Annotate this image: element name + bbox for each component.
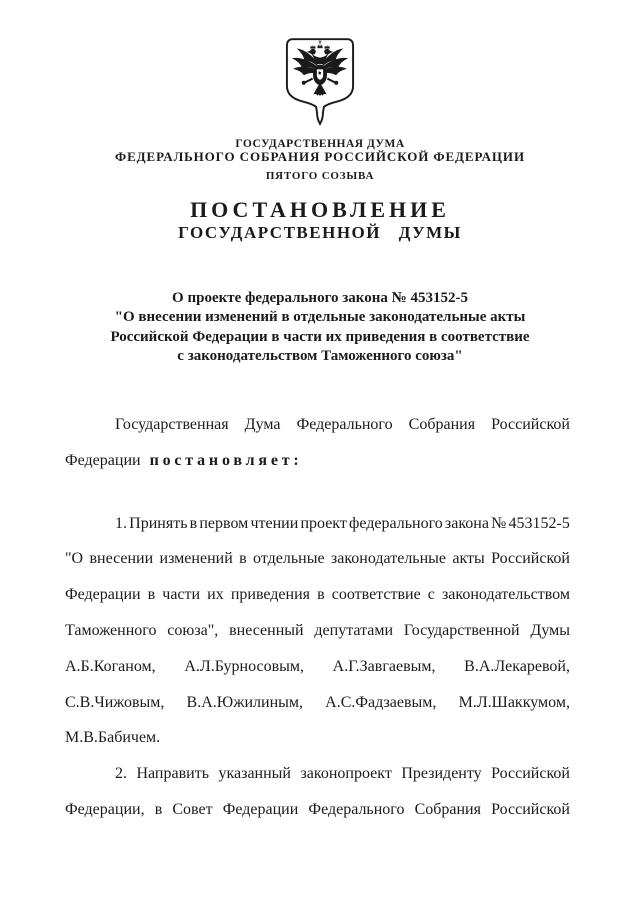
paragraph-2 [65,756,570,828]
word: А.Г.Завгаевым, [332,657,436,675]
decree-word: постановляет: [149,451,303,469]
word: внесенный [229,621,304,639]
word: законодательством [441,586,570,604]
word: отдельные [253,550,325,568]
word: Таможенного [65,621,157,639]
word: 2. [115,765,127,783]
word: проект [300,514,347,532]
word: С.В.Чижовым, [65,693,165,711]
word: В.А.Южилиным, [186,693,304,711]
intro-line-prefix: Федерации [65,451,141,469]
subject-line: с законодательством Таможенного союза" [177,348,463,365]
word: акты [452,550,485,568]
word: чтении [250,514,299,532]
word: внесении [89,550,154,568]
word: А.Л.Бурносовым, [184,657,304,675]
document-body [65,407,570,828]
word: Думы [530,621,570,639]
body-text-line [65,649,570,685]
word: в [317,586,325,604]
word: в [189,514,198,532]
word: в [154,800,163,818]
word: Российской [491,550,570,568]
body-text-line [65,443,570,479]
paragraph-1 [65,506,570,757]
word: законопроект [300,765,392,783]
word: Российской [491,765,570,783]
document-type-subtitle: ГОСУДАРСТВЕННОЙ ДУМЫ [178,223,462,242]
word: первом [199,514,249,532]
word: А.Б.Коганом, [65,657,156,675]
word: закона [444,514,489,532]
word: с [427,586,435,604]
word: А.С.Фадзаевым, [325,693,437,711]
word: Федерального [308,800,405,818]
body-text-line [65,792,570,828]
word: изменений [159,550,233,568]
word: Федерации [222,800,299,818]
word: Российской [491,416,570,433]
word: Президенту [401,765,482,783]
body-text-line: М.В.Бабичем. [65,729,161,747]
word: № [491,514,507,532]
subject-line: О проекте федерального закона № 453152-5 [172,290,468,306]
word: соответствие [331,586,421,604]
word: В.А.Лекаревой, [464,657,570,675]
word: их [207,586,224,604]
intro-paragraph [65,407,570,443]
word: в [147,586,156,604]
word: Государственной [403,621,520,639]
word: указанный [218,765,291,783]
word: законодательные [330,550,447,568]
word: приведения [230,586,311,604]
word: Дума [244,416,281,433]
body-text-line [65,407,570,443]
body-text-line [65,506,570,542]
body-text-line [65,756,570,792]
coat-of-arms-icon [284,37,356,127]
subject-line: Российской Федерации в части их приведения в соответствие [110,328,530,345]
document-type-title: ПОСТАНОВЛЕНИЕ [190,197,450,222]
letterhead-convocation: ПЯТОГО СОЗЫВА [265,170,375,182]
word: Федерации, [65,800,145,818]
word: в [239,550,247,568]
word: Собрания [414,800,481,818]
word: Государственная [115,416,229,433]
word: федерального [349,514,443,532]
word: союза", [167,621,219,639]
word: Совет [172,800,213,818]
subject-line: "О внесении изменений в отдельные законодательные акты [114,309,526,326]
body-text-line [65,685,570,721]
word: Собрания [408,416,476,433]
word: Принять [129,514,188,532]
word: депутатами [314,621,394,639]
word: 1. [115,514,127,532]
letterhead-org-subtitle: ФЕДЕРАЛЬНОГО СОБРАНИЯ РОССИЙСКОЙ ФЕДЕРАЦИИ [115,149,525,164]
word: "О [65,550,84,568]
word: Федерального [296,416,393,433]
word: части [162,586,201,604]
word: 453152-5 [508,514,570,532]
word: М.Л.Шаккумом, [458,693,570,711]
word: Федерации [65,586,141,604]
body-text-line [65,541,570,577]
document-subject [0,289,640,367]
body-text-line [65,577,570,613]
word: Направить [136,765,209,783]
body-text-line [65,613,570,649]
letterhead-org-name: ГОСУДАРСТВЕННАЯ ДУМА [235,138,405,150]
word: Российской [491,800,570,818]
